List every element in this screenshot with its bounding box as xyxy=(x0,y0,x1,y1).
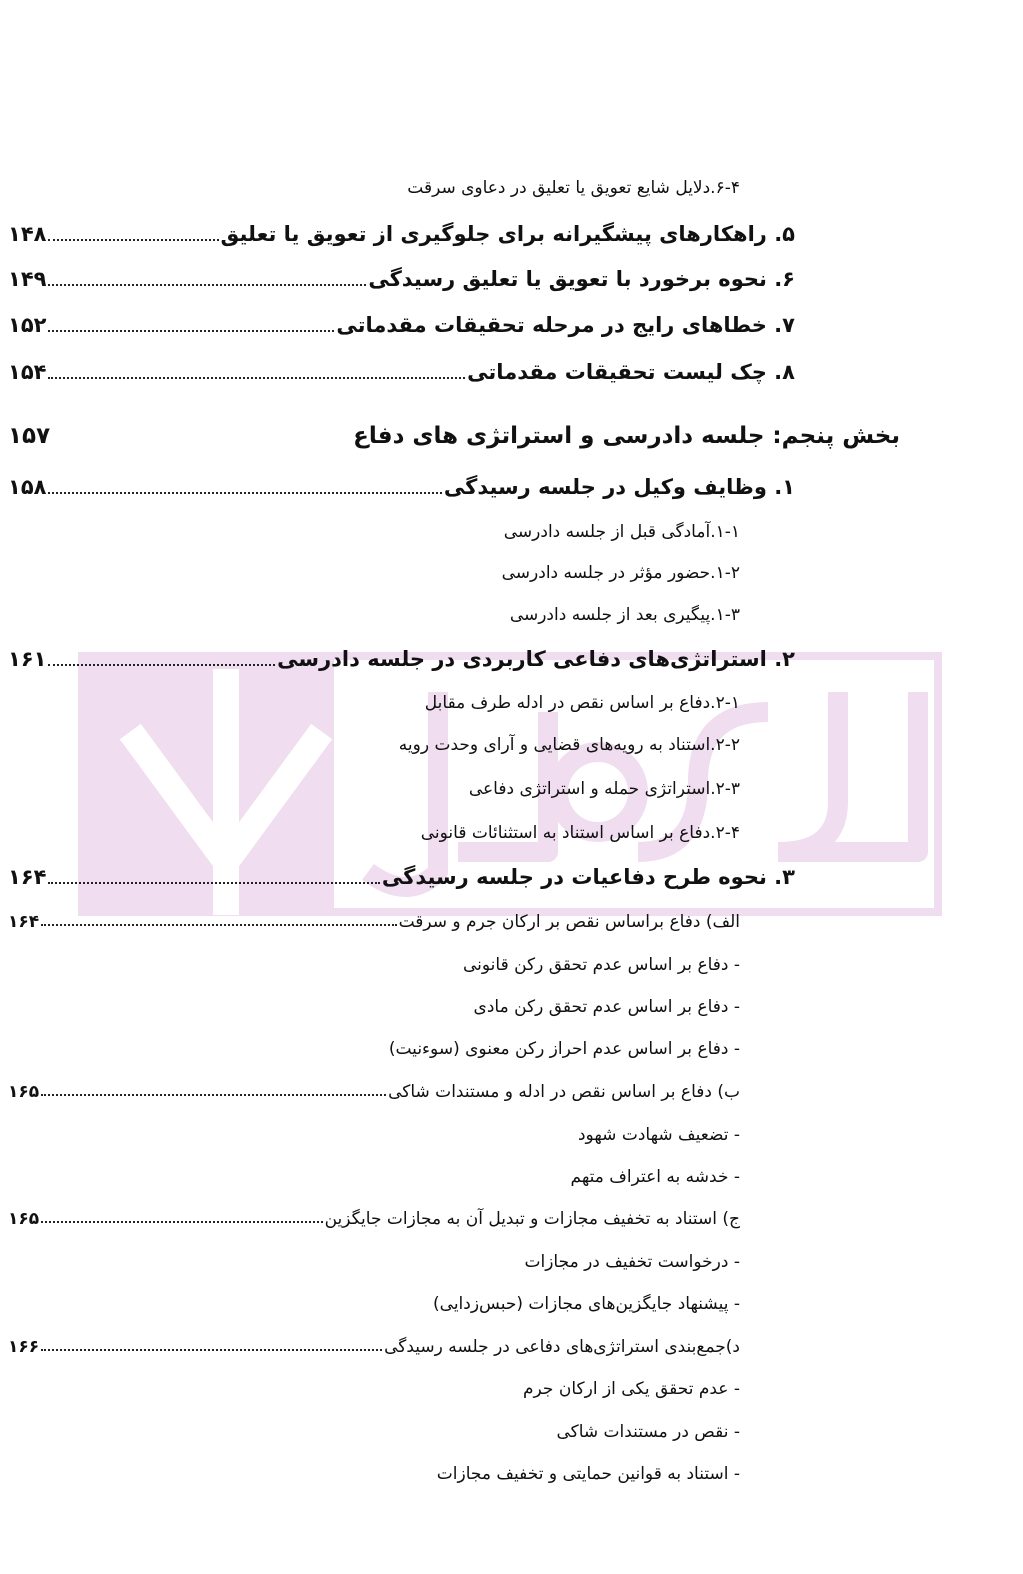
toc-subitem xyxy=(425,693,740,713)
toc-text: ۷. خطاهای رایج در مرحله تحقیقات مقدماتی xyxy=(336,313,795,337)
page-number: ۱۵۷ xyxy=(8,423,51,449)
toc-text: - دفاع بر اساس عدم احراز رکن معنوی (سوءنیت) xyxy=(388,1039,740,1059)
page-number: ۱۶۱ xyxy=(8,647,47,671)
toc-subitem xyxy=(399,735,740,755)
toc-entry[interactable] xyxy=(8,912,740,932)
dot-leader xyxy=(41,924,396,926)
dot-leader xyxy=(48,239,218,241)
toc-subitem xyxy=(407,178,740,198)
dot-leader xyxy=(48,882,379,884)
toc-text: د)جمع‌بندی استراتژی‌های دفاعی در جلسه رسیدگی xyxy=(384,1337,740,1357)
dot-leader xyxy=(41,1349,382,1351)
page-number: ۱۶۵ xyxy=(8,1082,40,1102)
toc-subitem xyxy=(578,1125,740,1145)
toc-text: - نقص در مستندات شاکی xyxy=(556,1422,740,1442)
toc-text: - استناد به قوانین حمایتی و تخفیف مجازات xyxy=(436,1464,740,1484)
toc-subitem xyxy=(510,605,740,625)
toc-text: - دفاع بر اساس عدم تحقق رکن قانونی xyxy=(462,955,740,975)
page-number: ۱۶۵ xyxy=(8,1209,40,1229)
toc-entry[interactable] xyxy=(8,475,795,500)
toc-text: - دفاع بر اساس عدم تحقق رکن مادی xyxy=(473,997,740,1017)
toc-text: ۱-۲.حضور مؤثر در جلسه دادرسی xyxy=(501,563,740,583)
toc-subitem xyxy=(504,522,740,542)
toc-text: ۱-۳.پیگیری بعد از جلسه دادرسی xyxy=(509,605,740,625)
toc-text: ۱-۱.آمادگی قبل از جلسه دادرسی xyxy=(503,522,740,542)
toc-subitem xyxy=(421,823,740,843)
page-number: ۱۵۴ xyxy=(8,360,47,384)
toc-entry[interactable] xyxy=(8,267,795,292)
toc-entry[interactable] xyxy=(8,865,795,890)
toc-entry[interactable] xyxy=(8,360,795,385)
toc-subitem xyxy=(571,1167,741,1187)
toc-subitem xyxy=(469,779,740,799)
dot-leader xyxy=(48,492,441,494)
toc-entry[interactable] xyxy=(8,1337,740,1357)
page-number: ۱۵۲ xyxy=(8,313,47,337)
toc-entry[interactable] xyxy=(8,1082,740,1102)
toc-text: - عدم تحقق یکی از ارکان جرم xyxy=(523,1379,740,1399)
part-title: بخش پنجم: جلسه دادرسی و استراتژی های دفاع xyxy=(353,423,900,449)
toc-text: - درخواست تخفیف در مجازات xyxy=(524,1252,740,1272)
toc-subitem xyxy=(433,1294,740,1314)
page-number: ۱۵۸ xyxy=(8,475,47,499)
toc-text: ۲. استراتژی‌های دفاعی کاربردی در جلسه دادرسی xyxy=(277,647,795,671)
toc-text: ۲-۴.دفاع بر اساس استناد به استثنائات قانونی xyxy=(420,823,740,843)
toc-text: - تضعیف شهادت شهود xyxy=(577,1125,740,1145)
page-number: ۱۶۴ xyxy=(8,912,40,932)
toc-subitem xyxy=(474,997,740,1017)
page-number: ۱۴۹ xyxy=(8,267,47,291)
toc-text: - خدشه به اعتراف متهم xyxy=(570,1167,740,1187)
page-number: ۱۴۸ xyxy=(8,222,47,246)
toc-part-heading[interactable] xyxy=(8,423,900,451)
toc-text: ۸. چک لیست تحقیقات مقدماتی xyxy=(467,360,795,384)
toc-text: ۲-۲.استناد به رویه‌های قضایی و آرای وحدت رویه xyxy=(398,735,740,755)
dot-leader xyxy=(48,284,366,286)
toc-text: ب) دفاع بر اساس نقص در ادله و مستندات شاکی xyxy=(388,1082,740,1102)
toc-subitem xyxy=(502,563,740,583)
toc-subitem xyxy=(523,1379,740,1399)
dot-leader xyxy=(48,664,275,666)
toc-text: ۱. وظایف وکیل در جلسه رسیدگی xyxy=(443,475,795,499)
toc-text: الف) دفاع براساس نقص بر ارکان جرم و سرقت xyxy=(398,912,740,932)
page-number: ۱۶۴ xyxy=(8,865,47,889)
toc-text: - پیشنهاد جایگزین‌های مجازات (حبس‌زدایی) xyxy=(433,1294,740,1314)
toc-entry[interactable] xyxy=(8,313,795,338)
toc-text: ۲-۱.دفاع بر اساس نقص در ادله طرف مقابل xyxy=(424,693,740,713)
toc-subitem xyxy=(437,1464,740,1484)
toc-subitem xyxy=(525,1252,741,1272)
toc-text: ج) استناد به تخفیف مجازات و تبدیل آن به مجازات جایگزین xyxy=(324,1209,740,1229)
toc-subitem xyxy=(463,955,740,975)
page-number: ۱۶۶ xyxy=(8,1337,40,1357)
toc-entry[interactable] xyxy=(8,647,795,672)
toc-text: ۲-۳.استراتژی حمله و استراتژی دفاعی xyxy=(468,779,740,799)
dot-leader xyxy=(41,1094,386,1096)
dot-leader xyxy=(48,377,465,379)
toc-subitem xyxy=(556,1422,740,1442)
toc-subitem xyxy=(389,1039,740,1059)
toc-text: ۳. نحوه طرح دفاعیات در جلسه رسیدگی xyxy=(381,865,795,889)
toc-text: ۶. نحوه برخورد با تعویق یا تعلیق رسیدگی xyxy=(368,267,795,291)
toc-entry[interactable] xyxy=(8,1209,740,1229)
dot-leader xyxy=(48,330,334,332)
toc-text: ۶-۴.دلایل شایع تعویق یا تعلیق در دعاوی سرقت xyxy=(407,178,740,198)
dot-leader xyxy=(41,1221,322,1223)
toc-text: ۵. راهکارهای پیشگیرانه برای جلوگیری از تعویق یا تعلیق xyxy=(220,222,795,246)
toc-entry[interactable] xyxy=(8,222,795,247)
